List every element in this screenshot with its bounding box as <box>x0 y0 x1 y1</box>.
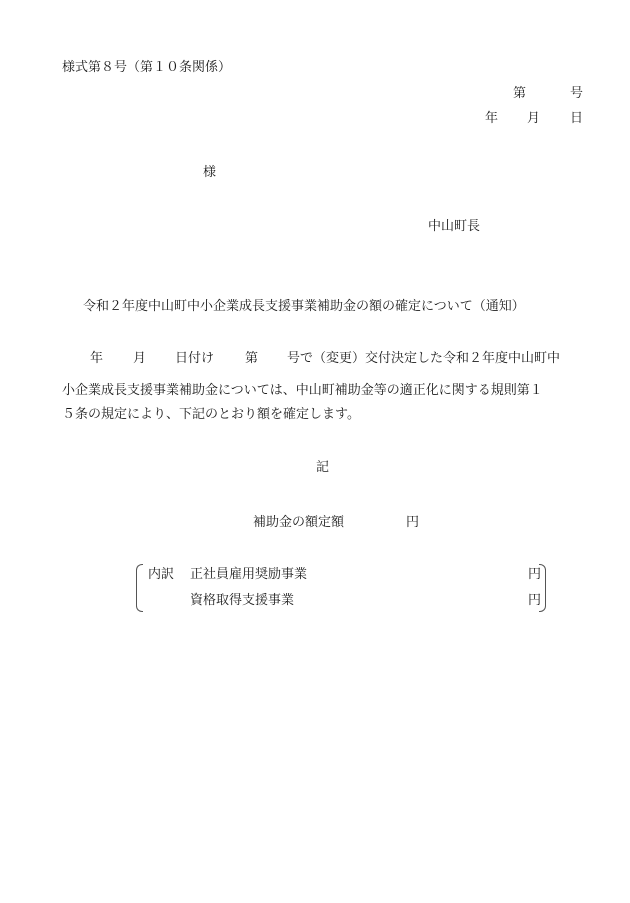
confirmed-amount-unit: 円 <box>406 515 420 530</box>
body-year: 年 <box>90 351 104 366</box>
body-month: 月 <box>133 351 147 366</box>
breakdown-label: 内訳 <box>148 567 175 582</box>
addressee-suffix: 様 <box>203 165 217 180</box>
date-month: 月 <box>527 111 541 126</box>
doc-number-suffix: 号 <box>570 86 584 101</box>
body-line2: 小企業成長支援事業補助金については、中山町補助金等の適正化に関する規則第１ <box>62 383 543 398</box>
sender-name: 中山町長 <box>428 219 481 234</box>
breakdown-item-unit: 円 <box>528 567 542 582</box>
left-bracket <box>136 564 143 612</box>
confirmed-amount-label: 補助金の額定額 <box>253 515 345 530</box>
document-title: 令和２年度中山町中小企業成長支援事業補助金の額の確定について（通知） <box>83 299 525 314</box>
body-dai: 第 <box>245 351 259 366</box>
body-line1-rest: 号で（変更）交付決定した令和２年度中山町中 <box>287 351 561 366</box>
form-number: 様式第８号（第１０条関係） <box>62 60 232 75</box>
body-day: 日付け <box>175 351 215 366</box>
breakdown-item-unit: 円 <box>528 593 542 608</box>
doc-number-prefix: 第 <box>513 86 527 101</box>
ki-heading: 記 <box>316 460 330 475</box>
body-line3: ５条の規定により、下記のとおり額を確定します。 <box>62 407 360 422</box>
date-day: 日 <box>570 111 584 126</box>
breakdown-item-name: 資格取得支援事業 <box>190 593 295 608</box>
breakdown-item-name: 正社員雇用奨励事業 <box>190 567 308 582</box>
date-year: 年 <box>485 111 499 126</box>
